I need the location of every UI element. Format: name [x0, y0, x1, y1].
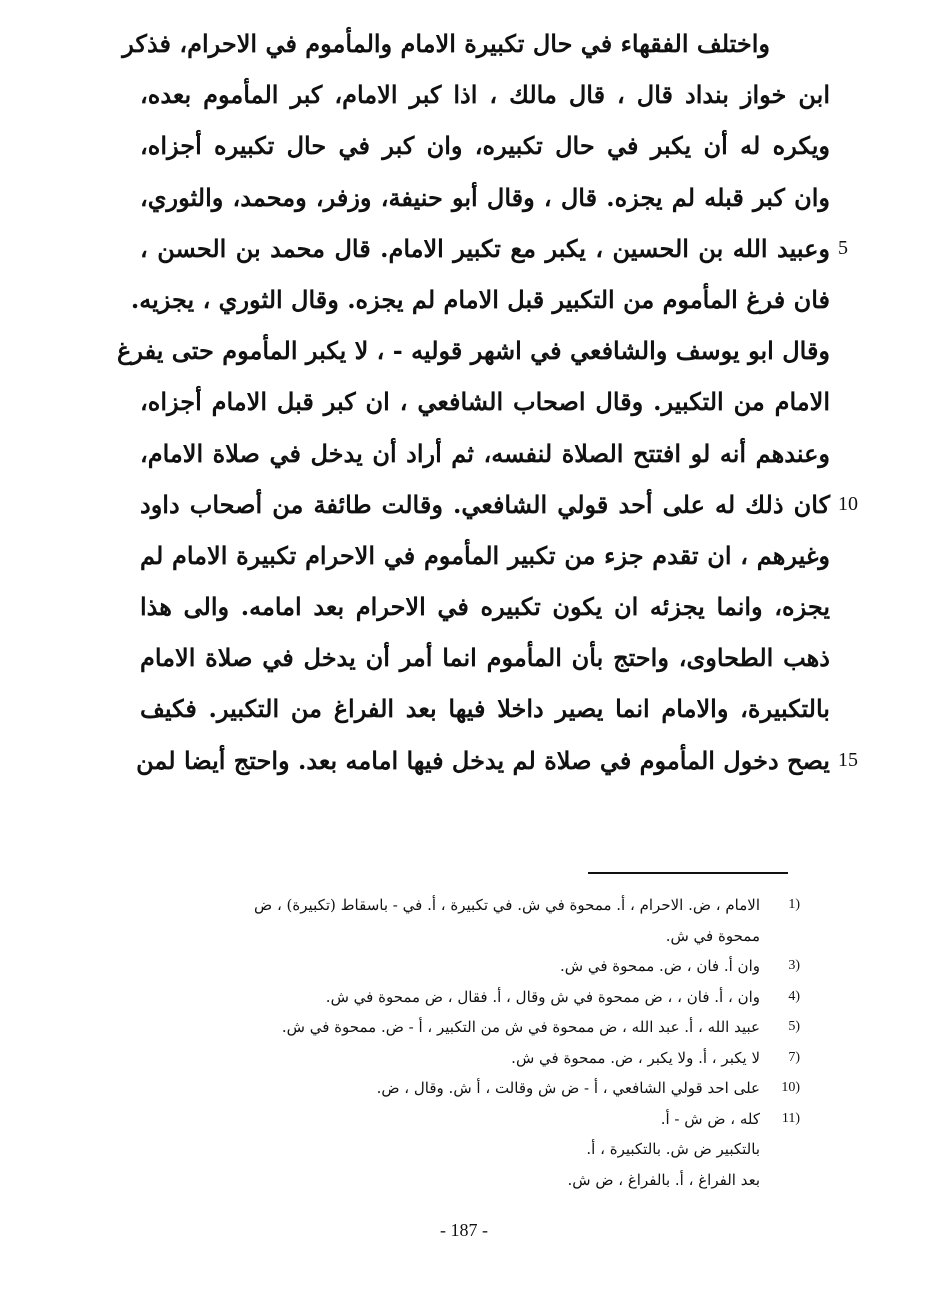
line-number: 5 — [838, 236, 848, 259]
line-text: يجزه، وانما يجزئه ان يكون تكبيره في الاحرام بعد امامه. والى هذا — [140, 592, 830, 622]
footnote-number: 7) — [788, 1049, 800, 1065]
text-line — [122, 18, 830, 69]
text-line — [140, 632, 830, 683]
footnote — [150, 890, 800, 921]
footnote-number: 4) — [788, 988, 800, 1004]
line-text: فان فرغ المأموم من التكبير قبل الامام لم يجزه. وقال الثوري ، يجزيه. — [130, 284, 830, 314]
line-number: 10 — [838, 492, 858, 515]
line-text: وعندهم أنه لو افتتح الصلاة لنفسه، ثم أراد أن يدخل في صلاة الامام، — [140, 438, 830, 468]
footnote-text: على احد قولي الشافعي ، أ - ض ش وقالت ، أ ش. وقال ، ض. — [376, 1079, 760, 1097]
line-text: ويكره له أن يكبر في حال تكبيره، وان كبر في حال تكبيره أجزاه، — [140, 131, 830, 161]
footnote-text: لا يكبر ، أ. ولا يكبر ، ض. ممحوة في ش. — [511, 1048, 760, 1067]
text-line — [140, 683, 830, 734]
footnote-text: وان ، أ. فان ، ، ض ممحوة في ش وقال ، أ. فقال ، ض ممحوة في ش. — [325, 987, 760, 1006]
line-number: 15 — [838, 748, 858, 771]
line-text: ابن خواز بنداد قال ، قال مالك ، اذا كبر الامام، كبر المأموم بعده، — [140, 80, 830, 110]
line-text: واختلف الفقهاء في حال تكبيرة الامام والمأموم في الاحرام، فذكر — [122, 29, 770, 58]
footnote-text: عبيد الله ، أ. عبد الله ، ض ممحوة في ش من التكبير ، أ - ض. ممحوة في ش. — [281, 1018, 760, 1036]
text-line — [140, 120, 830, 171]
page-number: - 187 - — [440, 1220, 488, 1240]
text-line — [140, 376, 830, 427]
footnotes-block — [150, 890, 800, 1195]
text-line — [140, 172, 830, 223]
line-text: يصح دخول المأموم في صلاة لم يدخل فيها امامه بعد. واحتج أيضا لمن — [136, 745, 830, 775]
footnote — [150, 1073, 800, 1104]
text-line — [140, 428, 830, 479]
footnote-number: 3) — [788, 958, 800, 973]
footnote — [150, 1012, 800, 1043]
line-text: كان ذلك له على أحد قولي الشافعي. وقالت طائفة من أصحاب داود — [140, 489, 830, 519]
footnote-text: ممحوة في ش. — [665, 926, 760, 945]
footnote-number: 1) — [788, 897, 800, 912]
line-text: وان كبر قبله لم يجزه. قال ، وقال أبو حنيفة، وزفر، ومحمد، والثوري، — [140, 182, 830, 212]
footnote-number: 10) — [781, 1080, 800, 1095]
line-text: وقال ابو يوسف والشافعي في اشهر قوليه - ، لا يكبر المأموم حتى يفرغ — [117, 336, 830, 366]
text-line — [140, 69, 830, 120]
footnote-continuation — [150, 921, 800, 952]
line-text: ذهب الطحاوى، واحتج بأن المأموم انما أمر أن يدخل في صلاة الامام — [140, 643, 830, 673]
footnote-continuation — [150, 1134, 800, 1165]
line-text: وعبيد الله بن الحسين ، يكبر مع تكبير الامام. قال محمد بن الحسن ، — [140, 233, 830, 263]
footnote — [150, 1104, 800, 1135]
footnote-text: كله ، ض ش - أ. — [660, 1109, 760, 1128]
footnote-divider — [588, 872, 788, 874]
text-line — [136, 735, 858, 786]
main-text-block — [117, 18, 858, 786]
footnote-text: بالتكبير ض ش. بالتكبيرة ، أ. — [586, 1140, 760, 1158]
footnote-text: وان أ. فان ، ض. ممحوة في ش. — [560, 957, 760, 975]
footnote — [150, 951, 800, 982]
text-line — [140, 479, 858, 530]
line-text: الامام من التكبير. وقال اصحاب الشافعي ، ان كبر قبل الامام أجزاه، — [140, 387, 830, 417]
footnote — [150, 982, 800, 1013]
footnote-text: الامام ، ض. الاحرام ، أ. ممحوة في ش. في تكبيرة ، أ. في - باسقاط (تكبيرة) ، ض — [254, 896, 760, 914]
text-line — [140, 530, 830, 581]
text-line — [140, 581, 830, 632]
footnote — [150, 1043, 800, 1074]
text-line — [130, 274, 830, 325]
line-text: بالتكبيرة، والامام انما يصير داخلا فيها بعد الفراغ من التكبير. فكيف — [140, 694, 830, 724]
text-line — [140, 223, 848, 274]
footnote-text: بعد الفراغ ، أ. بالفراغ ، ض ش. — [567, 1170, 760, 1189]
footnote-number: 11) — [781, 1110, 800, 1126]
text-line — [117, 325, 830, 376]
footnote-continuation — [150, 1165, 800, 1196]
footnote-number: 5) — [788, 1019, 800, 1034]
line-text: وغيرهم ، ان تقدم جزء من تكبير المأموم في الاحرام تكبيرة الامام لم — [140, 540, 830, 570]
